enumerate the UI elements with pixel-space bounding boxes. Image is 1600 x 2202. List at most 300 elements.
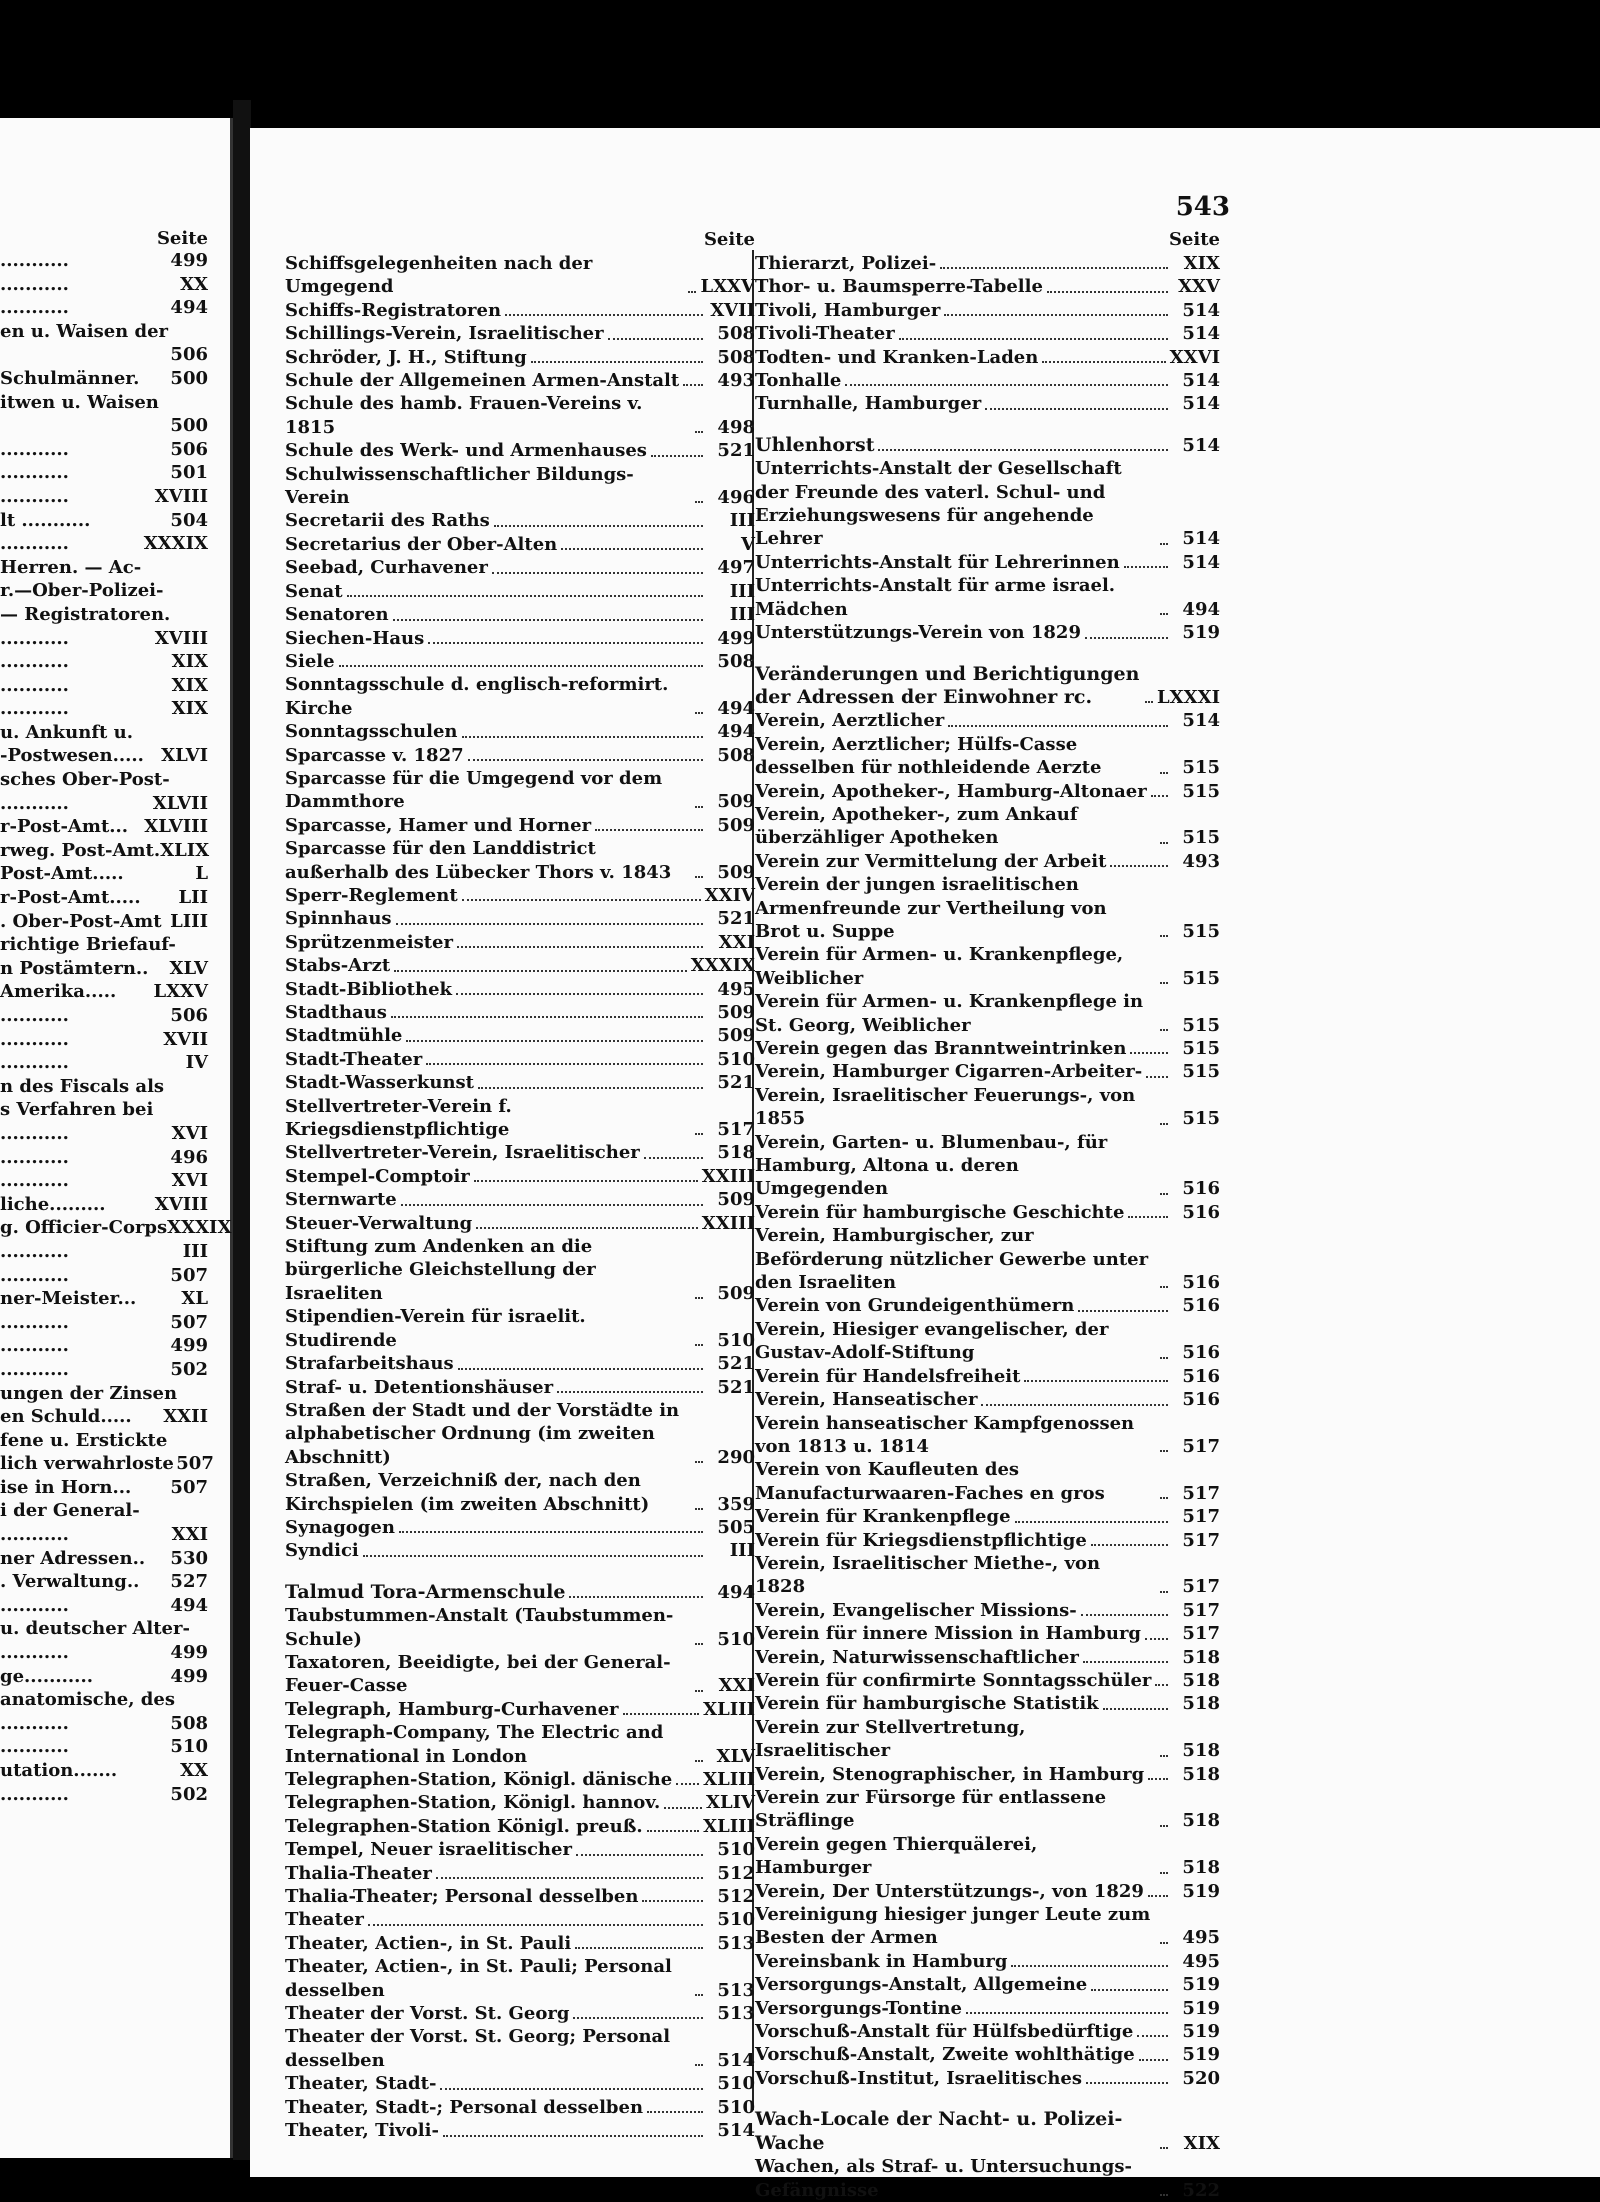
entry-name: Verein, Naturwissenschaftlicher xyxy=(755,1646,1079,1668)
index-entry xyxy=(285,1838,755,1861)
entry-page: 510 xyxy=(717,2073,755,2095)
left-line-text: ........... xyxy=(0,1005,69,1026)
dot-leader xyxy=(1160,1029,1168,1031)
left-line-text: ........... xyxy=(0,1028,69,1050)
left-line-page: 506 xyxy=(170,1005,208,1026)
entry-page: 522 xyxy=(1182,2179,1220,2201)
entry-page: XXI xyxy=(718,1675,755,1697)
entry-page: LXXV xyxy=(700,276,755,298)
left-line-page xyxy=(168,579,230,603)
entry-name: Straßen der Stadt und der Vorstädte in alphabetischer Ordnung (im zweiten Abschnitt) xyxy=(285,1399,680,1468)
left-page-line xyxy=(0,1264,230,1288)
entry-name: Todten- und Kranken-Laden xyxy=(755,346,1039,368)
index-entry xyxy=(755,621,1220,644)
dot-leader xyxy=(1146,1076,1168,1078)
left-line-text: ge........... xyxy=(0,1665,93,1687)
entry-page: 509 xyxy=(717,1002,755,1023)
dot-leader xyxy=(695,1994,703,1996)
left-line-text: ........... xyxy=(0,1642,69,1664)
left-line-page: 502 xyxy=(170,1783,208,1805)
left-line-text: en u. Waisen der xyxy=(0,320,169,342)
entry-page: 518 xyxy=(1182,1646,1220,1668)
dot-leader xyxy=(1047,291,1168,293)
dot-leader xyxy=(1160,1286,1168,1288)
left-line-page: XLV xyxy=(169,957,208,979)
entry-page: 494 xyxy=(1182,598,1220,620)
entry-name: Verein für Krankenpflege xyxy=(755,1506,1011,1528)
column-a-entries xyxy=(285,252,755,2143)
entry-page: 517 xyxy=(1182,1506,1220,1528)
index-entry xyxy=(755,990,1220,1037)
entry-name: Sparcasse für die Umgegend vor dem Dammthore xyxy=(285,767,663,813)
left-page-line xyxy=(0,1688,230,1712)
index-entry xyxy=(755,2020,1220,2043)
dot-leader xyxy=(1160,1942,1168,1944)
left-page-line xyxy=(0,367,230,391)
index-entry xyxy=(755,1224,1220,1294)
left-line-text xyxy=(0,343,168,367)
dot-leader xyxy=(647,1830,699,1832)
left-page-line xyxy=(0,1783,230,1807)
dot-leader xyxy=(401,1204,703,1206)
index-entry xyxy=(285,1955,755,2002)
index-entry xyxy=(755,434,1220,457)
left-page-line xyxy=(0,438,230,462)
index-entry xyxy=(755,1412,1220,1459)
left-line-page: XLVII xyxy=(152,792,208,814)
index-entry xyxy=(755,1669,1220,1692)
index-entry xyxy=(755,873,1220,943)
dot-leader xyxy=(474,1180,698,1182)
left-line-text: i der General- xyxy=(0,1500,140,1522)
entry-page: 498 xyxy=(717,416,755,438)
entry-name: Theater der Vorst. St. Georg xyxy=(285,2003,570,2025)
entry-page: 510 xyxy=(717,1628,755,1650)
left-page-line xyxy=(0,1122,230,1146)
dot-leader xyxy=(576,1854,703,1856)
left-line-text: ........... xyxy=(0,651,69,673)
entry-page: 359 xyxy=(717,1493,755,1515)
index-entry xyxy=(755,1763,1220,1786)
left-line-text: ........... xyxy=(0,1358,69,1380)
left-line-page: 507 xyxy=(170,1476,208,1498)
right-page xyxy=(250,128,1600,2201)
index-entry xyxy=(755,1388,1220,1411)
dot-leader xyxy=(561,548,703,550)
entry-name: Schröder, J. H., Stiftung xyxy=(285,346,527,368)
left-page-line xyxy=(0,1594,230,1618)
index-entry xyxy=(285,2025,755,2072)
entry-page: XXIV xyxy=(704,884,755,906)
entry-page: 516 xyxy=(1182,1272,1220,1294)
left-page-line xyxy=(0,697,230,721)
index-entry xyxy=(285,1305,755,1352)
dot-leader xyxy=(595,829,703,831)
dot-leader xyxy=(1155,1684,1168,1686)
left-line-text: ........... xyxy=(0,627,69,649)
left-line-page: XIX xyxy=(171,698,208,720)
left-line-text: ise in Horn... xyxy=(0,1476,132,1498)
entry-page: 516 xyxy=(1182,1342,1220,1364)
entry-page: 493 xyxy=(717,370,755,392)
entry-page: 499 xyxy=(717,627,755,649)
left-line-text: s Verfahren bei xyxy=(0,1099,154,1121)
index-entry xyxy=(755,574,1220,621)
entry-page: 516 xyxy=(1182,1389,1220,1411)
index-entry xyxy=(755,1692,1220,1715)
index-entry xyxy=(285,1024,755,1047)
entry-name: Thalia-Theater; Personal desselben xyxy=(285,1886,639,1908)
entry-name: Synagogen xyxy=(285,1516,395,1538)
left-page-line xyxy=(0,1499,230,1523)
entry-page: 515 xyxy=(1182,1038,1220,1059)
entry-page: 515 xyxy=(1182,1014,1220,1036)
left-line-text: en Schuld..... xyxy=(0,1406,132,1428)
dot-leader xyxy=(1160,842,1168,844)
index-entry xyxy=(755,709,1220,732)
dot-leader xyxy=(1160,1357,1168,1359)
index-entry xyxy=(755,1294,1220,1317)
entry-name: Schillings-Verein, Israelitischer xyxy=(285,323,604,345)
index-entry xyxy=(755,1786,1220,1833)
index-entry xyxy=(755,2108,1220,2155)
left-page-line xyxy=(0,815,230,839)
index-entry xyxy=(755,1622,1220,1645)
left-line-text: ner Adressen.. xyxy=(0,1547,146,1569)
entry-page: 518 xyxy=(1182,1693,1220,1715)
left-line-page: 504 xyxy=(170,509,208,531)
dot-leader xyxy=(644,1157,703,1159)
index-entry xyxy=(755,1716,1220,1763)
index-entry xyxy=(755,392,1220,415)
dot-leader xyxy=(695,712,703,714)
index-entry xyxy=(285,1932,755,1955)
dot-leader xyxy=(1078,1310,1168,1312)
entry-page: 517 xyxy=(1182,1529,1220,1551)
entry-name: Verein, Israelitischer Feuerungs-, von 1855 xyxy=(755,1084,1136,1130)
entry-page: 513 xyxy=(717,2003,755,2025)
entry-name: Theater xyxy=(285,1909,364,1931)
entry-page: 509 xyxy=(717,861,755,883)
left-page-line xyxy=(0,1240,230,1264)
left-page xyxy=(0,118,233,2158)
left-line-page: 508 xyxy=(170,1712,208,1734)
entry-name: Verein gegen Thierquälerei, Hamburger xyxy=(755,1833,1038,1879)
dot-leader xyxy=(569,1596,703,1598)
index-entry xyxy=(285,322,755,345)
dot-leader xyxy=(1103,1708,1168,1710)
entry-name: Verein für innere Mission in Hamburg xyxy=(755,1623,1142,1645)
dot-leader xyxy=(492,572,703,574)
entry-name: Stadtmühle xyxy=(285,1025,403,1047)
entry-page: 508 xyxy=(717,650,755,672)
left-page-line xyxy=(0,1735,230,1759)
entry-page: 495 xyxy=(1182,1927,1220,1949)
dot-leader xyxy=(575,1947,703,1949)
entry-page: 517 xyxy=(717,1119,755,1141)
index-entry xyxy=(285,2119,755,2142)
left-line-text: ........... xyxy=(0,533,69,555)
left-line-text: r-Post-Amt... xyxy=(0,816,129,838)
entry-name: Turnhalle, Hamburger xyxy=(755,393,982,415)
index-entry xyxy=(285,884,755,907)
left-line-text: ........... xyxy=(0,438,69,460)
index-entry xyxy=(285,1469,755,1516)
left-line-text xyxy=(0,414,168,438)
index-entry xyxy=(755,943,1220,990)
entry-name: Verein für Handelsfreiheit xyxy=(755,1365,1021,1387)
entry-name: Vorschuß-Anstalt für Hülfsbedürftige xyxy=(755,2021,1134,2043)
entry-page: 517 xyxy=(1182,1576,1220,1598)
entry-name: Verein, Evangelischer Missions- xyxy=(755,1599,1077,1621)
entry-page: 521 xyxy=(717,1072,755,1094)
left-line-text: n Postämtern.. xyxy=(0,957,149,979)
entry-page: 508 xyxy=(717,744,755,766)
entry-page: 514 xyxy=(1182,299,1220,321)
left-line-text: liche......... xyxy=(0,1193,106,1215)
entry-name: Theater, Actien-, in St. Pauli xyxy=(285,1932,572,1954)
dot-leader xyxy=(688,291,696,293)
left-page-line xyxy=(0,1098,230,1122)
index-entry xyxy=(755,346,1220,369)
index-entry xyxy=(285,252,755,299)
dot-leader xyxy=(368,1924,703,1926)
dot-leader xyxy=(1148,1895,1168,1897)
left-line-page: L xyxy=(195,863,208,885)
index-entry xyxy=(285,1698,755,1721)
dot-leader xyxy=(695,1344,703,1346)
entry-page: 519 xyxy=(1182,2044,1220,2066)
left-line-page: 500 xyxy=(170,367,208,389)
entry-name: Sperr-Reglement xyxy=(285,884,458,906)
entry-name: Verein für confirmirte Sonntagsschüler xyxy=(755,1669,1152,1691)
index-entry xyxy=(755,1131,1220,1201)
entry-page: 494 xyxy=(717,1581,755,1603)
entry-name: Verein, Apotheker-, zum Ankauf überzähliger Apotheken xyxy=(755,803,1078,849)
entry-page: 514 xyxy=(1182,393,1220,415)
dot-leader xyxy=(647,2111,703,2113)
dot-leader xyxy=(494,525,703,527)
index-entry xyxy=(755,457,1220,551)
entry-name: Schulwissenschaftlicher Bildungs-Verein xyxy=(285,463,634,509)
entry-name: Stabs-Arzt xyxy=(285,955,391,977)
left-page-line xyxy=(0,273,230,297)
left-page-line xyxy=(0,1759,230,1783)
entry-page: III xyxy=(729,510,755,532)
index-entry xyxy=(755,1084,1220,1131)
index-entry xyxy=(285,1071,755,1094)
dot-leader xyxy=(1015,1521,1168,1523)
left-line-page: 500 xyxy=(170,415,208,437)
left-page-line xyxy=(0,933,230,957)
dot-leader xyxy=(676,1783,699,1785)
dot-leader xyxy=(1160,1872,1168,1874)
left-page-line xyxy=(0,603,230,627)
entry-page: 517 xyxy=(1182,1623,1220,1645)
dot-leader xyxy=(1042,361,1165,363)
entry-name: Verein, Hanseatischer xyxy=(755,1389,978,1411)
entry-name: Sparcasse für den Landdistrict außerhalb des Lübecker Thors v. 1843 xyxy=(285,838,672,883)
dot-leader xyxy=(1081,1614,1168,1616)
index-entry xyxy=(285,1768,755,1791)
left-page-line xyxy=(0,1146,230,1170)
left-line-text: ........... xyxy=(0,1524,69,1546)
entry-page: 510 xyxy=(717,1329,755,1351)
entry-name: Taxatoren, Beeidigte, bei der General-Feuer-Casse xyxy=(285,1651,671,1697)
index-entry xyxy=(755,1903,1220,1950)
left-page-line xyxy=(0,1712,230,1736)
left-line-text: ........... xyxy=(0,1594,69,1616)
index-entry xyxy=(285,1141,755,1164)
entry-page: 515 xyxy=(1182,757,1220,779)
index-entry xyxy=(755,1318,1220,1365)
index-entry xyxy=(755,1833,1220,1880)
left-line-page: 494 xyxy=(170,1594,208,1616)
index-entry xyxy=(285,1095,755,1142)
left-line-page: XLVIII xyxy=(144,816,208,838)
entry-page: 510 xyxy=(717,1048,755,1070)
left-line-page: XVIII xyxy=(154,1193,208,1215)
entry-name: Spinnhaus xyxy=(285,908,392,930)
left-line-text: r.—Ober-Polizei- xyxy=(0,580,164,602)
entry-page: 515 xyxy=(1182,827,1220,849)
entry-page: XXIII xyxy=(701,1165,755,1187)
left-page-line xyxy=(0,296,230,320)
dot-leader xyxy=(1148,1778,1168,1780)
entry-page: 519 xyxy=(1182,1997,1220,2019)
entry-name: Steuer-Verwaltung xyxy=(285,1212,473,1234)
dot-leader xyxy=(505,314,703,316)
entry-name: Secretarius der Ober-Alten xyxy=(285,533,558,555)
dot-leader xyxy=(985,408,1168,410)
left-page-line xyxy=(0,1382,230,1406)
entry-name: Sparcasse v. 1827 xyxy=(285,744,464,766)
dot-leader xyxy=(1091,1989,1168,1991)
left-page-line xyxy=(0,1641,230,1665)
entry-page: 509 xyxy=(717,1282,755,1304)
left-line-page: 502 xyxy=(170,1358,208,1380)
entry-page: 510 xyxy=(717,2096,755,2118)
index-entry xyxy=(755,1599,1220,1622)
entry-page: 513 xyxy=(717,1979,755,2001)
entry-name: Theater, Actien-, in St. Pauli; Personal desselben xyxy=(285,1956,672,2001)
entry-name: Verein hanseatischer Kampfgenossen von 1813 u. 1814 xyxy=(755,1412,1135,1457)
left-line-page xyxy=(168,556,230,580)
left-line-page xyxy=(176,933,238,957)
left-line-page xyxy=(168,391,230,415)
entry-name: Verein zur Stellvertretung, Israelitischer xyxy=(755,1716,1026,1762)
left-page-line xyxy=(0,674,230,698)
entry-page: 519 xyxy=(1182,622,1220,644)
entry-name: Theater, Stadt- xyxy=(285,2073,437,2095)
left-line-page: XVIII xyxy=(154,485,208,507)
entry-name: Vereinsbank in Hamburg xyxy=(755,1950,1008,1972)
dot-leader xyxy=(399,1531,703,1533)
entry-page: 497 xyxy=(717,557,755,579)
entry-name: Telegraphen-Station, Königl. hannov. xyxy=(285,1792,661,1814)
left-line-page xyxy=(177,1382,239,1406)
entry-page: 514 xyxy=(1182,551,1220,573)
dot-leader xyxy=(443,2135,703,2137)
index-entry xyxy=(755,275,1220,298)
entry-page: 518 xyxy=(1182,1740,1220,1762)
entry-page: 515 xyxy=(1182,780,1220,802)
entry-page: 518 xyxy=(1182,1669,1220,1691)
index-entry xyxy=(285,1581,755,1604)
left-line-text: ........... xyxy=(0,1052,69,1074)
entry-name: Verein, Stenographischer, in Hamburg xyxy=(755,1763,1145,1785)
left-line-page: XVI xyxy=(171,1122,208,1144)
index-entry xyxy=(755,1552,1220,1599)
entry-name: Verein von Grundeigenthümern xyxy=(755,1295,1075,1317)
dot-leader xyxy=(393,619,703,621)
page-number: 543 xyxy=(1175,192,1230,222)
entry-page: 495 xyxy=(1182,1950,1220,1972)
dot-leader xyxy=(1160,543,1168,545)
entry-name: Taubstummen-Anstalt (Taubstummen-Schule) xyxy=(285,1605,674,1650)
left-line-page: XXXIX xyxy=(167,1217,232,1239)
dot-leader xyxy=(981,1404,1168,1406)
entry-page: 521 xyxy=(717,1353,755,1375)
entry-name: Vereinigung hiesiger junger Leute zum Besten der Armen xyxy=(755,1904,1151,1949)
index-entry xyxy=(285,1721,755,1768)
left-line-page: XLIX xyxy=(160,839,210,861)
index-entry xyxy=(285,1516,755,1539)
dot-leader xyxy=(1024,1380,1168,1382)
entry-name: Stempel-Comptoir xyxy=(285,1165,470,1187)
dot-leader xyxy=(1160,1755,1168,1757)
entry-name: Stellvertreter-Verein, Israelitischer xyxy=(285,1142,640,1164)
left-page-line xyxy=(0,1476,230,1500)
dot-leader xyxy=(1091,1544,1168,1546)
left-line-page: 499 xyxy=(170,1335,208,1357)
entry-page: 515 xyxy=(1182,967,1220,989)
entry-page: 514 xyxy=(1182,434,1220,456)
dot-leader xyxy=(396,923,703,925)
entry-name: Wachen, als Straf- u. Untersuchungs-Gefängnisse xyxy=(755,2156,1132,2201)
left-page-line xyxy=(0,556,230,580)
index-entry xyxy=(285,1885,755,1908)
entry-page: XLIII xyxy=(703,1698,755,1720)
left-line-text: r-Post-Amt..... xyxy=(0,887,141,909)
left-line-text: ........... xyxy=(0,1170,69,1192)
entry-name: Verein, Aerztlicher xyxy=(755,710,945,732)
left-line-page: 506 xyxy=(170,438,208,460)
dot-leader xyxy=(406,1040,703,1042)
entry-name: Senat xyxy=(285,580,343,602)
index-entry xyxy=(285,346,755,369)
index-entry xyxy=(755,1880,1220,1903)
entry-page: 518 xyxy=(1182,1763,1220,1785)
dot-leader xyxy=(899,338,1168,340)
left-line-text: n des Fiscals als xyxy=(0,1075,165,1097)
index-entry xyxy=(755,803,1220,850)
left-page-line xyxy=(0,1311,230,1335)
left-line-text: ........... xyxy=(0,1712,69,1734)
index-entry xyxy=(285,2096,755,2119)
column-b-entries xyxy=(755,252,1220,2202)
dot-leader xyxy=(878,449,1168,451)
entry-name: Verein für Armen- u. Krankenpflege in St. Georg, Weiblicher xyxy=(755,991,1144,1036)
dot-leader xyxy=(1110,865,1168,867)
entry-name: Stadt-Theater xyxy=(285,1048,423,1070)
entry-page: 521 xyxy=(717,440,755,462)
left-page-line xyxy=(0,579,230,603)
entry-name: Stadt-Bibliothek xyxy=(285,978,452,1000)
entry-name: Schule des hamb. Frauen-Vereins v. 1815 xyxy=(285,393,643,438)
left-line-text: ........... xyxy=(0,698,69,720)
dot-leader xyxy=(695,1690,703,1692)
